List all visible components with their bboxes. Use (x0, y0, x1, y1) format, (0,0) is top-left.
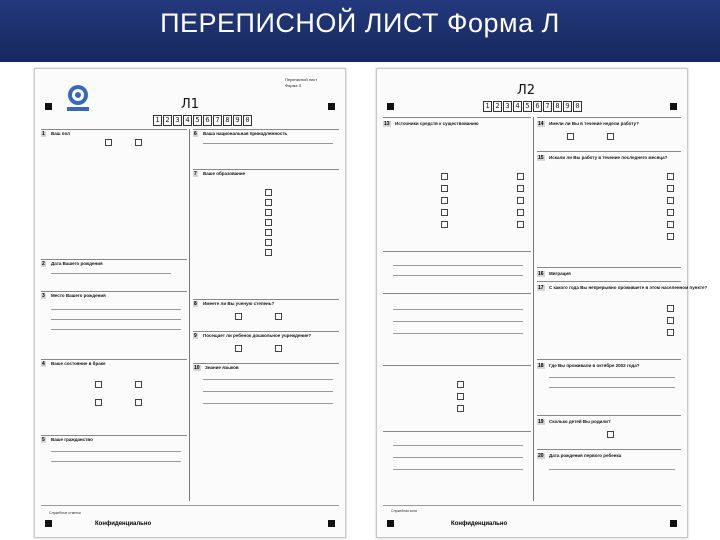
answer-checkbox[interactable] (667, 185, 674, 192)
answer-checkbox[interactable] (441, 185, 448, 192)
question-text: С какого года Вы непрерывно проживаете в этом населенном пункте? (549, 285, 708, 290)
answer-checkbox[interactable] (265, 239, 272, 246)
answer-line[interactable] (393, 457, 523, 458)
sample-digit: 5 (193, 115, 202, 126)
answer-checkbox[interactable] (265, 189, 272, 196)
answer-checkbox[interactable] (667, 329, 674, 336)
question-block (537, 415, 681, 416)
answer-line[interactable] (393, 469, 523, 470)
answer-checkbox[interactable] (265, 209, 272, 216)
sample-digit: 6 (533, 101, 542, 112)
registration-marker (45, 520, 52, 527)
question-number: 8 (194, 301, 197, 307)
registration-marker (328, 103, 335, 110)
question-number: 10 (194, 365, 200, 371)
answer-line[interactable] (203, 379, 333, 380)
question-block (193, 169, 339, 170)
answer-checkbox[interactable] (441, 173, 448, 180)
question-text: Дата Вашего рождения (51, 261, 103, 266)
answer-checkbox[interactable] (667, 317, 674, 324)
registration-marker (670, 103, 677, 110)
registration-marker (670, 520, 677, 527)
answer-checkbox[interactable] (607, 431, 614, 438)
sample-digit: 0 (573, 101, 582, 112)
answer-checkbox[interactable] (667, 209, 674, 216)
answer-checkbox[interactable] (265, 219, 272, 226)
form-header-line: Форма Л (285, 83, 302, 88)
answer-checkbox[interactable] (517, 221, 524, 228)
answer-line[interactable] (393, 321, 523, 322)
answer-checkbox[interactable] (95, 381, 102, 388)
question-number: 19 (538, 419, 544, 425)
question-block (383, 117, 531, 118)
question-block (193, 331, 339, 332)
question-block (193, 299, 339, 300)
question-number: 13 (384, 121, 390, 127)
question-text: Посещает ли ребенок дошкольное учреждение? (203, 333, 312, 338)
form-header-line: Переписной лист (285, 77, 318, 82)
sample-digit: 1 (153, 115, 162, 126)
answer-checkbox[interactable] (457, 405, 464, 412)
slide-title: ПЕРЕПИСНОЙ ЛИСТ Форма Л (160, 8, 560, 38)
sample-digits (153, 115, 253, 126)
question-number: 14 (538, 121, 544, 127)
answer-line[interactable] (549, 469, 675, 470)
question-block (383, 431, 531, 432)
column-divider (533, 117, 534, 501)
sample-digit: 5 (523, 101, 532, 112)
answer-checkbox[interactable] (457, 393, 464, 400)
question-block (537, 117, 681, 118)
answer-checkbox[interactable] (517, 185, 524, 192)
question-text: Ваше состояние в браке (51, 361, 106, 366)
question-number: 18 (538, 363, 544, 369)
answer-checkbox[interactable] (667, 173, 674, 180)
answer-line[interactable] (51, 319, 181, 320)
sample-digit: 9 (563, 101, 572, 112)
registration-marker (387, 520, 394, 527)
answer-line[interactable] (393, 445, 523, 446)
question-block (383, 251, 531, 252)
answer-checkbox[interactable] (567, 133, 574, 140)
service-zone-label: Служебная зона (391, 509, 417, 513)
answer-line[interactable] (203, 143, 333, 144)
answer-checkbox[interactable] (265, 229, 272, 236)
question-block (383, 293, 531, 294)
sample-digit: 7 (213, 115, 222, 126)
question-number: 16 (538, 271, 544, 277)
answer-checkbox[interactable] (265, 249, 272, 256)
answer-checkbox[interactable] (457, 381, 464, 388)
answer-checkbox[interactable] (135, 399, 142, 406)
registration-marker (387, 103, 394, 110)
answer-line[interactable] (203, 391, 333, 392)
registration-marker (328, 520, 335, 527)
answer-checkbox[interactable] (441, 209, 448, 216)
sample-digit: 8 (223, 115, 232, 126)
question-text: Сколько детей Вы родили? (549, 419, 611, 424)
question-text: Ваше образование (203, 171, 246, 176)
form-code: Л1 (181, 97, 200, 112)
answer-line[interactable] (393, 309, 523, 310)
census-logo-icon (63, 83, 93, 113)
sample-digit: 2 (163, 115, 172, 126)
question-block (41, 435, 187, 436)
question-text: Знание языков (205, 365, 239, 370)
sample-digit: 3 (173, 115, 182, 126)
answer-line[interactable] (51, 309, 181, 310)
slide-title-bar (0, 0, 720, 62)
answer-line[interactable] (203, 403, 333, 404)
question-block (41, 129, 187, 130)
registration-marker (45, 103, 52, 110)
answer-checkbox[interactable] (517, 209, 524, 216)
confidential-label: Конфиденциально (451, 521, 508, 527)
question-number: 1 (42, 131, 45, 137)
answer-checkbox[interactable] (235, 345, 242, 352)
question-text: Ваша национальная принадлежность (203, 131, 288, 136)
answer-checkbox[interactable] (667, 305, 674, 312)
question-number: 6 (194, 131, 197, 137)
sample-digit: 2 (493, 101, 502, 112)
answer-checkbox[interactable] (667, 197, 674, 204)
answer-line[interactable] (549, 387, 675, 388)
question-number: 17 (538, 285, 544, 291)
column-divider (189, 129, 190, 501)
answer-checkbox[interactable] (441, 197, 448, 204)
question-text: Дата рождения первого ребенка (549, 453, 622, 458)
footer-divider (41, 505, 339, 506)
answer-line[interactable] (51, 461, 181, 462)
question-text: Ваш пол (51, 131, 70, 136)
sample-digit: 1 (483, 101, 492, 112)
question-text: Ваше гражданство (51, 437, 93, 442)
answer-checkbox[interactable] (95, 399, 102, 406)
answer-line[interactable] (393, 265, 523, 266)
answer-checkbox[interactable] (235, 313, 242, 320)
question-block (537, 359, 681, 360)
answer-checkbox[interactable] (105, 139, 112, 146)
sample-digits (483, 101, 583, 112)
answer-line[interactable] (393, 275, 523, 276)
question-block (193, 129, 339, 130)
answer-checkbox[interactable] (265, 199, 272, 206)
answer-checkbox[interactable] (667, 221, 674, 228)
form-code: Л2 (517, 83, 536, 98)
question-block (41, 359, 187, 360)
sample-digit: 0 (243, 115, 252, 126)
answer-line[interactable] (51, 451, 181, 452)
question-block (41, 291, 187, 292)
answer-line[interactable] (51, 329, 181, 330)
sample-digit: 7 (543, 101, 552, 112)
question-text: Миграция (549, 271, 571, 276)
question-block (537, 449, 681, 450)
question-number: 20 (538, 453, 544, 459)
question-block (537, 267, 681, 268)
question-block (41, 259, 187, 260)
question-text: Место Вашего рождения (51, 293, 106, 298)
question-number: 9 (194, 333, 197, 339)
question-number: 3 (42, 293, 45, 299)
answer-checkbox[interactable] (607, 133, 614, 140)
question-number: 7 (194, 171, 197, 177)
question-text: Где Вы проживали в октябре 2002 года? (549, 363, 640, 368)
question-text: Имели ли Вы в течение недели работу? (549, 121, 639, 126)
census-form-page-1 (34, 68, 346, 538)
sample-digit: 8 (553, 101, 562, 112)
sample-digit: 4 (513, 101, 522, 112)
answer-line[interactable] (393, 333, 523, 334)
question-block (537, 151, 681, 152)
answer-checkbox[interactable] (517, 197, 524, 204)
answer-checkbox[interactable] (441, 221, 448, 228)
question-block (383, 365, 531, 366)
footer-divider (383, 505, 681, 506)
answer-checkbox[interactable] (135, 381, 142, 388)
sample-digit: 6 (203, 115, 212, 126)
question-number: 4 (42, 361, 45, 367)
question-block (193, 363, 339, 364)
census-form-page-2 (376, 68, 708, 538)
answer-checkbox[interactable] (135, 139, 142, 146)
question-number: 2 (42, 261, 45, 267)
question-number: 5 (42, 437, 45, 443)
question-text: Источники средств к существованию (395, 121, 479, 126)
sample-digit: 3 (503, 101, 512, 112)
answer-checkbox[interactable] (275, 345, 282, 352)
answer-checkbox[interactable] (517, 173, 524, 180)
service-marks-label: Служебные отметки (49, 511, 81, 515)
confidential-label: Конфиденциально (95, 521, 152, 527)
answer-line[interactable] (549, 377, 675, 378)
sample-digit: 9 (233, 115, 242, 126)
answer-line[interactable] (51, 273, 171, 274)
answer-checkbox[interactable] (667, 233, 674, 240)
question-number: 15 (538, 155, 544, 161)
question-text: Искали ли Вы работу в течение последнего месяца? (549, 155, 668, 160)
sample-digit: 4 (183, 115, 192, 126)
question-block (537, 281, 681, 282)
answer-checkbox[interactable] (275, 313, 282, 320)
question-text: Имеете ли Вы ученую степень? (203, 301, 275, 306)
